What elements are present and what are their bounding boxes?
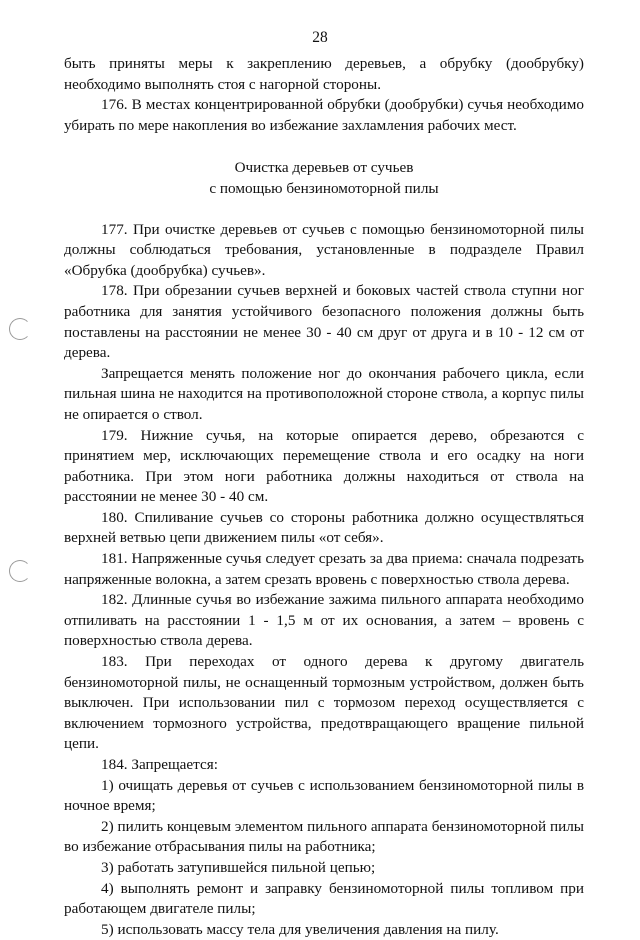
paragraph: 176. В местах концентрированной обрубки (дообрубки) сучья необходимо убирать по мере накопления во избежание захламления рабочих мест. — [64, 96, 584, 134]
section-heading-line: Очистка деревьев от сучьев — [234, 159, 414, 177]
list-item: 1) очищать деревья от сучьев с использованием бензиномоторной пилы в ночное время; — [64, 776, 584, 815]
paragraph: быть приняты меры к закреплению деревьев, а обрубку (дообрубку) необходимо выполнять стоя с нагорной стороны. — [64, 55, 584, 93]
paragraph-181: 181. Напряженные сучья следует срезать за два приема: сначала подрезать напряженные волокна, а затем срезать вровень с поверхностью ствола дерева. — [64, 550, 584, 588]
list-item: 2) пилить концевым элементом пильного аппарата бензиномоторной пилы во избежание отбрасывания пилы на работника; — [64, 817, 584, 856]
punch-hole-mark — [9, 560, 31, 582]
paragraph-180: 180. Спиливание сучьев со стороны работника должно осуществляться верхней ветвью цепи движением пилы «от себя». — [64, 508, 584, 547]
paragraph-178: 178. При обрезании сучьев верхней и боковых частей ствола ступни ног работника для занятия устойчивого безопасного положения должны быть поставлены на расстоянии не менее 30 - 40 см друг от друга и в 10 - 12 см от дерева. — [64, 282, 584, 362]
paragraph-182: 182. Длинные сучья во избежание зажима пильного аппарата необходимо отпиливать на расстоянии 1 - 1,5 м от их основания, а затем – вровень с поверхностью ствола дерева. — [64, 591, 584, 650]
paragraph-prohibition: Запрещается менять положение ног до окончания рабочего цикла, если пильная шина не находится на противоположной стороне ствола, а корпус пилы не опирается о ствол. — [64, 364, 584, 423]
list-item: 3) работать затупившейся пильной цепью; — [101, 858, 376, 876]
paragraph-177: 177. При очистке деревьев от сучьев с помощью бензиномоторной пилы должны соблюдаться требования, установленные в подразделе Правил «Обрубка (дообрубка) сучьев». — [64, 220, 584, 279]
section-heading — [64, 158, 584, 199]
section-heading-line: с помощью бензиномоторной пилы — [209, 179, 439, 197]
punch-hole-mark — [9, 318, 31, 340]
paragraph-183: 183. При переходах от одного дерева к другому двигатель бензиномоторной пилы, не оснащенный тормозным устройством, должен быть выключен. При использовании пил с тормозом переход осуществляется с включением тормозного устройства, предотвращающего вращение пильной цепи. — [64, 653, 584, 753]
document-body — [64, 54, 584, 940]
paragraph-184: 184. Запрещается: — [101, 756, 218, 773]
paragraph-179: 179. Нижние сучья, на которые опирается дерево, обрезаются с принятием мер, исключающих перемещение ствола и его осадку на ноги работника. При этом ноги работника должны находиться от ствола на расстоянии не менее 30 - 40 см. — [64, 426, 584, 506]
list-item: 4) выполнять ремонт и заправку бензиномоторной пилы топливом при работающем двигателе пилы; — [64, 879, 584, 918]
page-number: 28 — [312, 29, 328, 46]
list-item: 5) использовать массу тела для увеличения давления на пилу. — [101, 920, 499, 938]
